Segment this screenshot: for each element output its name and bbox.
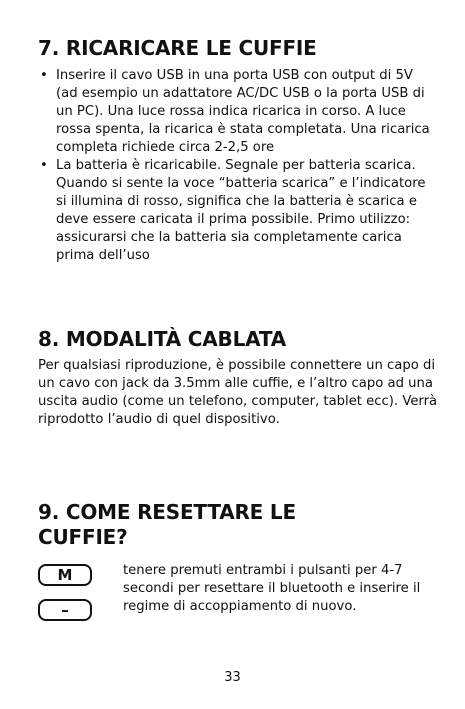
reset-title-line-2: CUFFIE? xyxy=(38,525,128,549)
section-charging xyxy=(38,36,438,265)
section-reset-title xyxy=(38,500,438,550)
m-button-icon: M xyxy=(38,564,92,586)
bullet-text: La batteria è ricaricabile. Segnale per batteria scarica. Quando si sente la voce “batteria scarica” e l’indicatore si illumina di rosso, significa che la batteria è scarica e deve essere caricata il prima possibile. Primo utilizzo: assicurarsi che la batteria sia completamente carica prima dell’uso xyxy=(56,158,426,263)
reset-instructions xyxy=(38,562,438,632)
list-item xyxy=(38,157,438,265)
list-item xyxy=(38,67,438,157)
section-wired-mode xyxy=(38,327,438,429)
reset-text: tenere premuti entrambi i pulsanti per 4-7 secondi per resettare il bluetooth e inserire il regime di accoppiamento di nuovo. xyxy=(123,563,421,614)
page-number: 33 xyxy=(224,670,241,685)
section-charging-title: 7. RICARICARE LE CUFFIE xyxy=(38,36,317,60)
reset-title-line-1: 9. COME RESETTARE LE xyxy=(38,500,296,524)
section-wired-mode-title: 8. MODALITÀ CABLATA xyxy=(38,327,287,351)
wired-mode-text: Per qualsiasi riproduzione, è possibile connettere un capo di un cavo con jack da 3.5mm alle cuffie, e l’altro capo ad una uscita audio (come un telefono, computer, tablet ecc). Verrà riprodotto l’audio di quel dispositivo. xyxy=(38,358,438,427)
bullet-marker: • xyxy=(40,68,48,83)
section-reset xyxy=(38,500,438,550)
minus-button-icon: – xyxy=(38,599,92,621)
bullet-marker: • xyxy=(40,158,48,173)
bullet-text: Inserire il cavo USB in una porta USB con output di 5V (ad esempio un adattatore AC/DC USB o la porta USB di un PC). Una luce rossa indica ricarica in corso. A luce rossa spenta, la ricarica è stata completata. Una ricarica completa richiede circa 2-2,5 ore xyxy=(56,68,430,155)
charging-bullet-list xyxy=(38,67,438,265)
